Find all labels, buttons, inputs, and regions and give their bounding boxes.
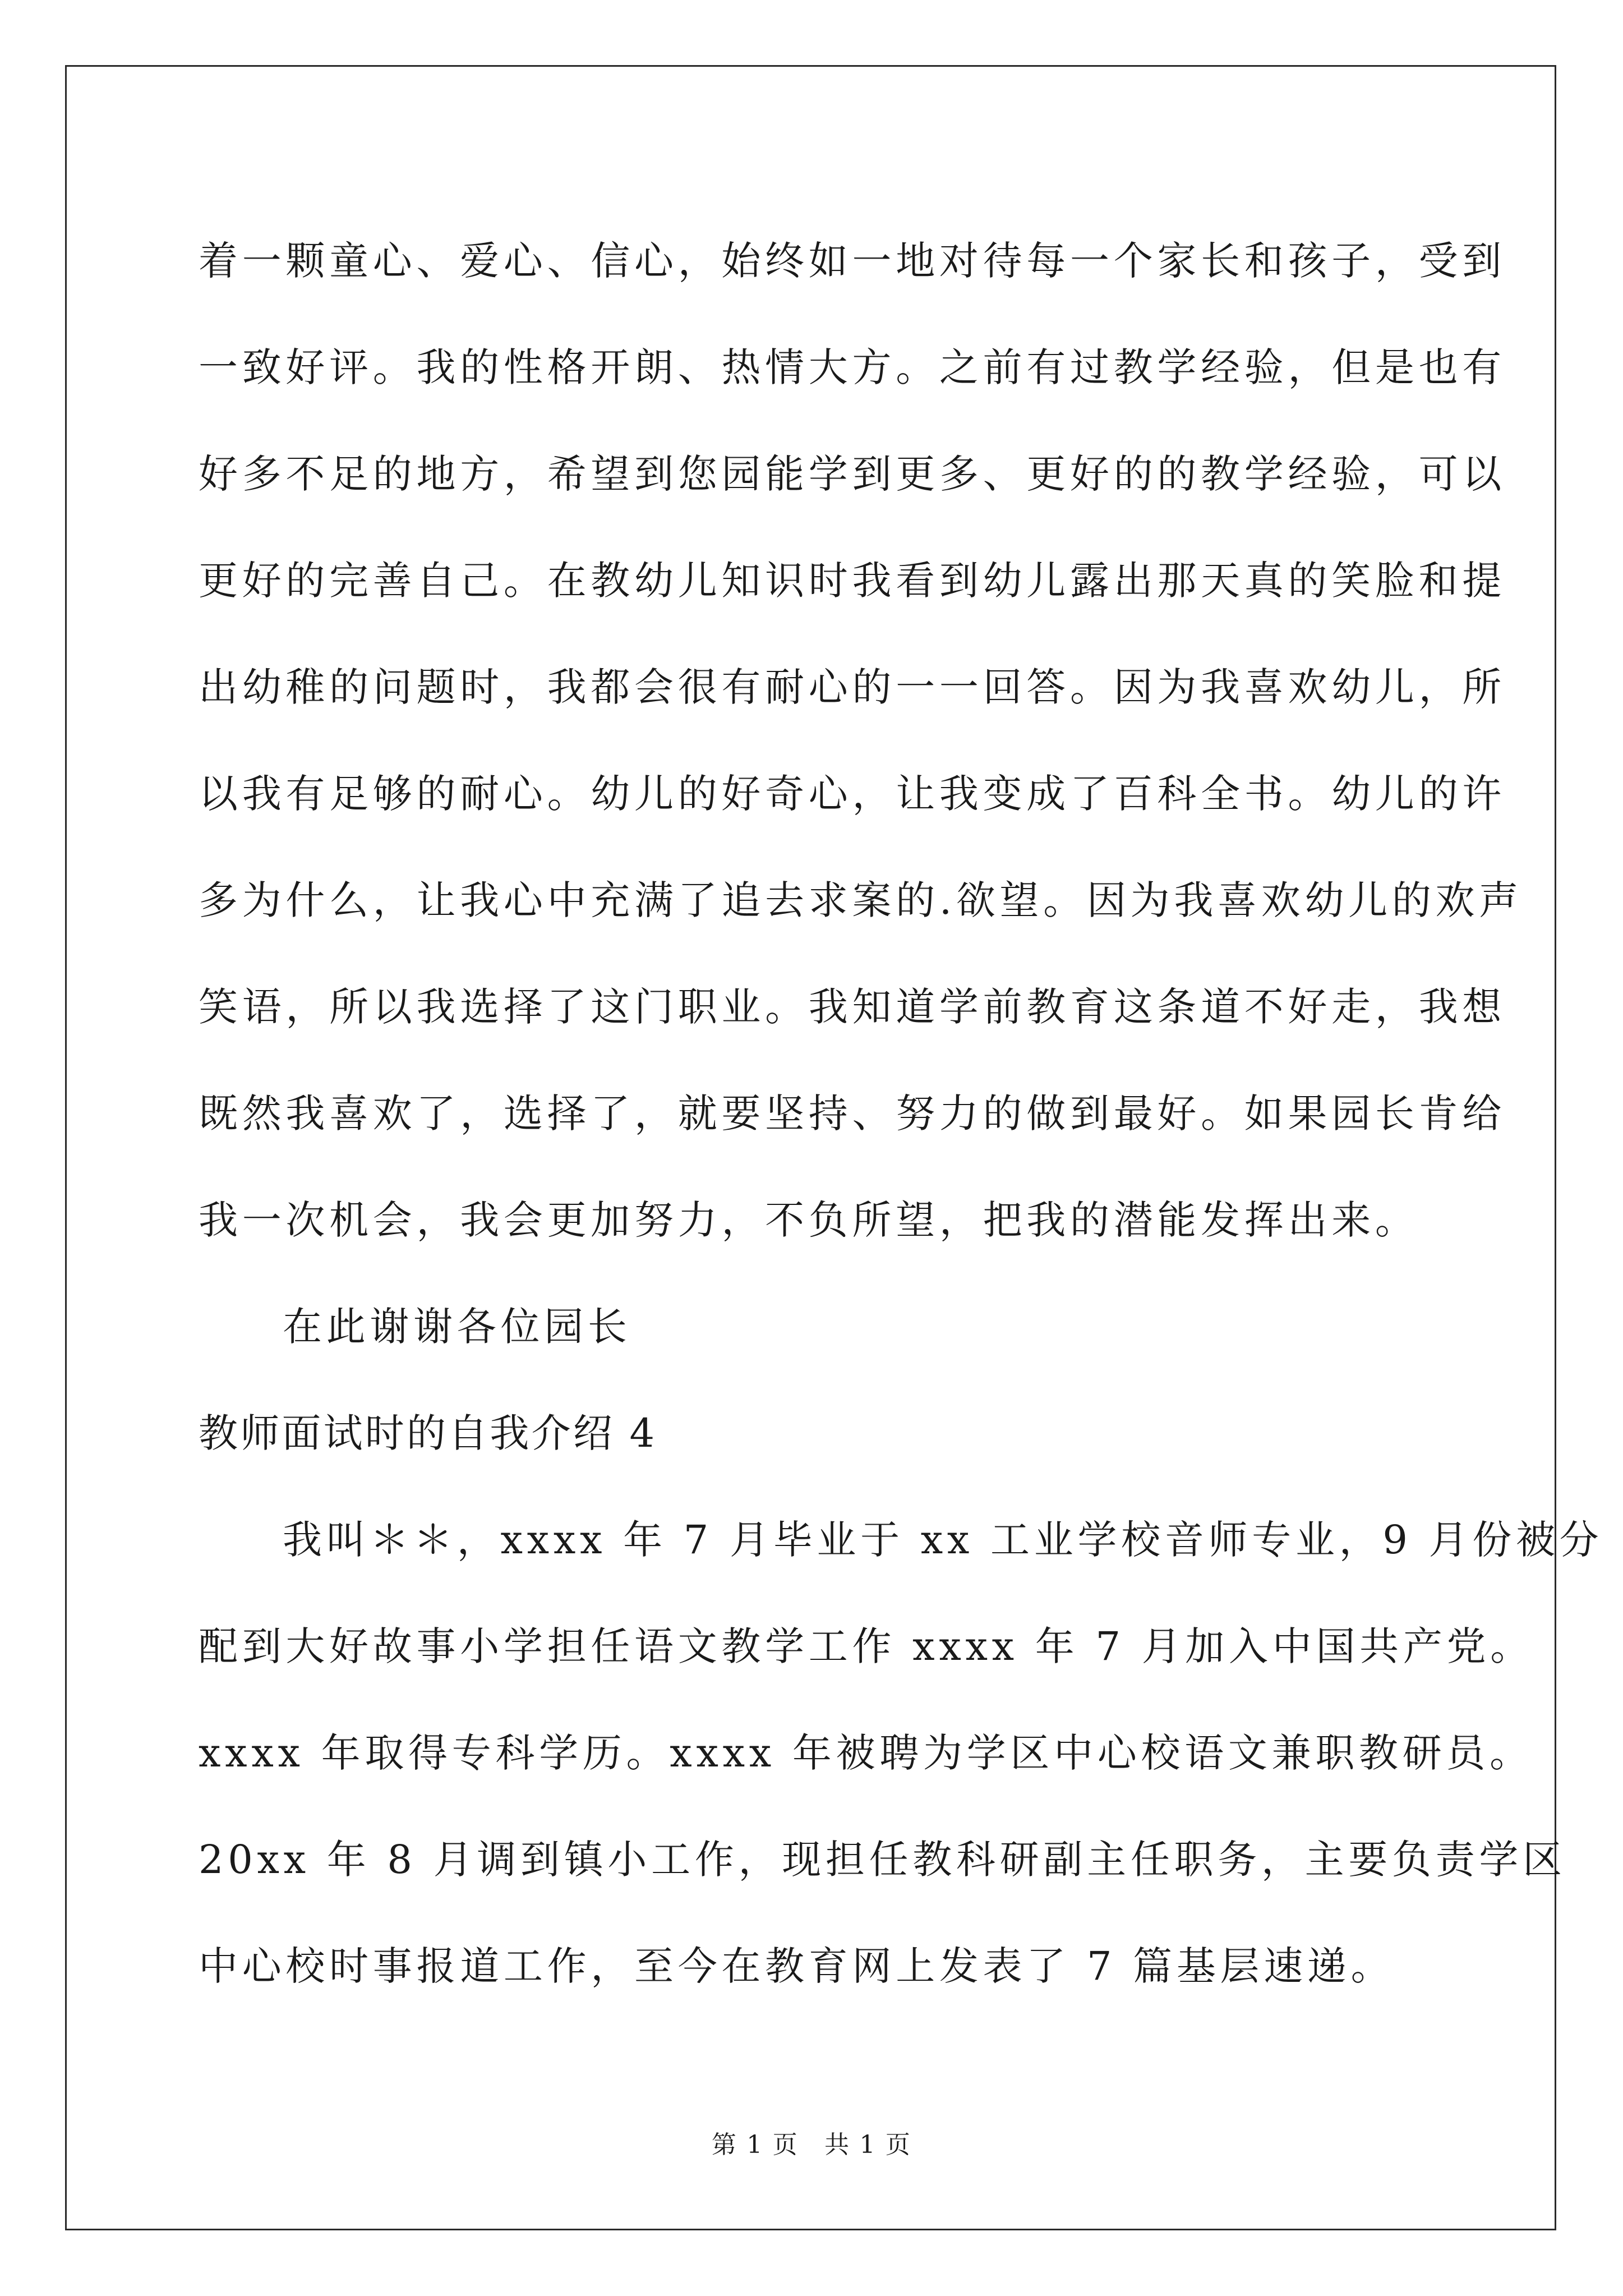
paragraph-line: 出幼稚的问题时，我都会很有耐心的一一回答。因为我喜欢幼儿，所 [199, 664, 1506, 710]
closing-line: 在此谢谢各位园长 [283, 1304, 631, 1350]
paragraph-line: 好多不足的地方，希望到您园能学到更多、更好的的教学经验，可以 [199, 451, 1506, 497]
paragraph-line: xxxx 年取得专科学历。xxxx 年被聘为学区中心校语文兼职教研员。 [199, 1730, 1533, 1776]
paragraph-line: 一致好评。我的性格开朗、热情大方。之前有过教学经验，但是也有 [199, 344, 1506, 390]
paragraph-line: 以我有足够的耐心。幼儿的好奇心，让我变成了百科全书。幼儿的许 [199, 771, 1506, 817]
paragraph-line: 配到大好故事小学担任语文教学工作 xxxx 年 7 月加入中国共产党。 [199, 1623, 1534, 1669]
paragraph-line: 中心校时事报道工作，至今在教育网上发表了 7 篇基层速递。 [199, 1943, 1395, 1989]
paragraph-line: 更好的完善自己。在教幼儿知识时我看到幼儿露出那天真的笑脸和提 [199, 558, 1506, 604]
section-heading: 教师面试时的自我介绍 4 [199, 1410, 657, 1456]
paragraph-line: 既然我喜欢了，选择了，就要坚持、努力的做到最好。如果园长肯给 [199, 1091, 1506, 1137]
paragraph-line: 我叫＊＊，xxxx 年 7 月毕业于 xx 工业学校音师专业，9 月份被分 [283, 1517, 1603, 1563]
paragraph-line: 着一颗童心、爱心、信心，始终如一地对待每一个家长和孩子，受到 [199, 238, 1506, 284]
paragraph-line: 20xx 年 8 月调到镇小工作，现担任教科研副主任职务，主要负责学区 [199, 1837, 1566, 1883]
paragraph-line: 笑语，所以我选择了这门职业。我知道学前教育这条道不好走，我想 [199, 984, 1506, 1030]
paragraph-line: 多为什么，让我心中充满了追去求案的.欲望。因为我喜欢幼儿的欢声 [199, 877, 1523, 923]
paragraph-line: 我一次机会，我会更加努力，不负所望，把我的潜能发挥出来。 [199, 1197, 1419, 1243]
page-footer: 第 1 页 共 1 页 [711, 2131, 912, 2159]
document-body [199, 208, 1603, 2019]
